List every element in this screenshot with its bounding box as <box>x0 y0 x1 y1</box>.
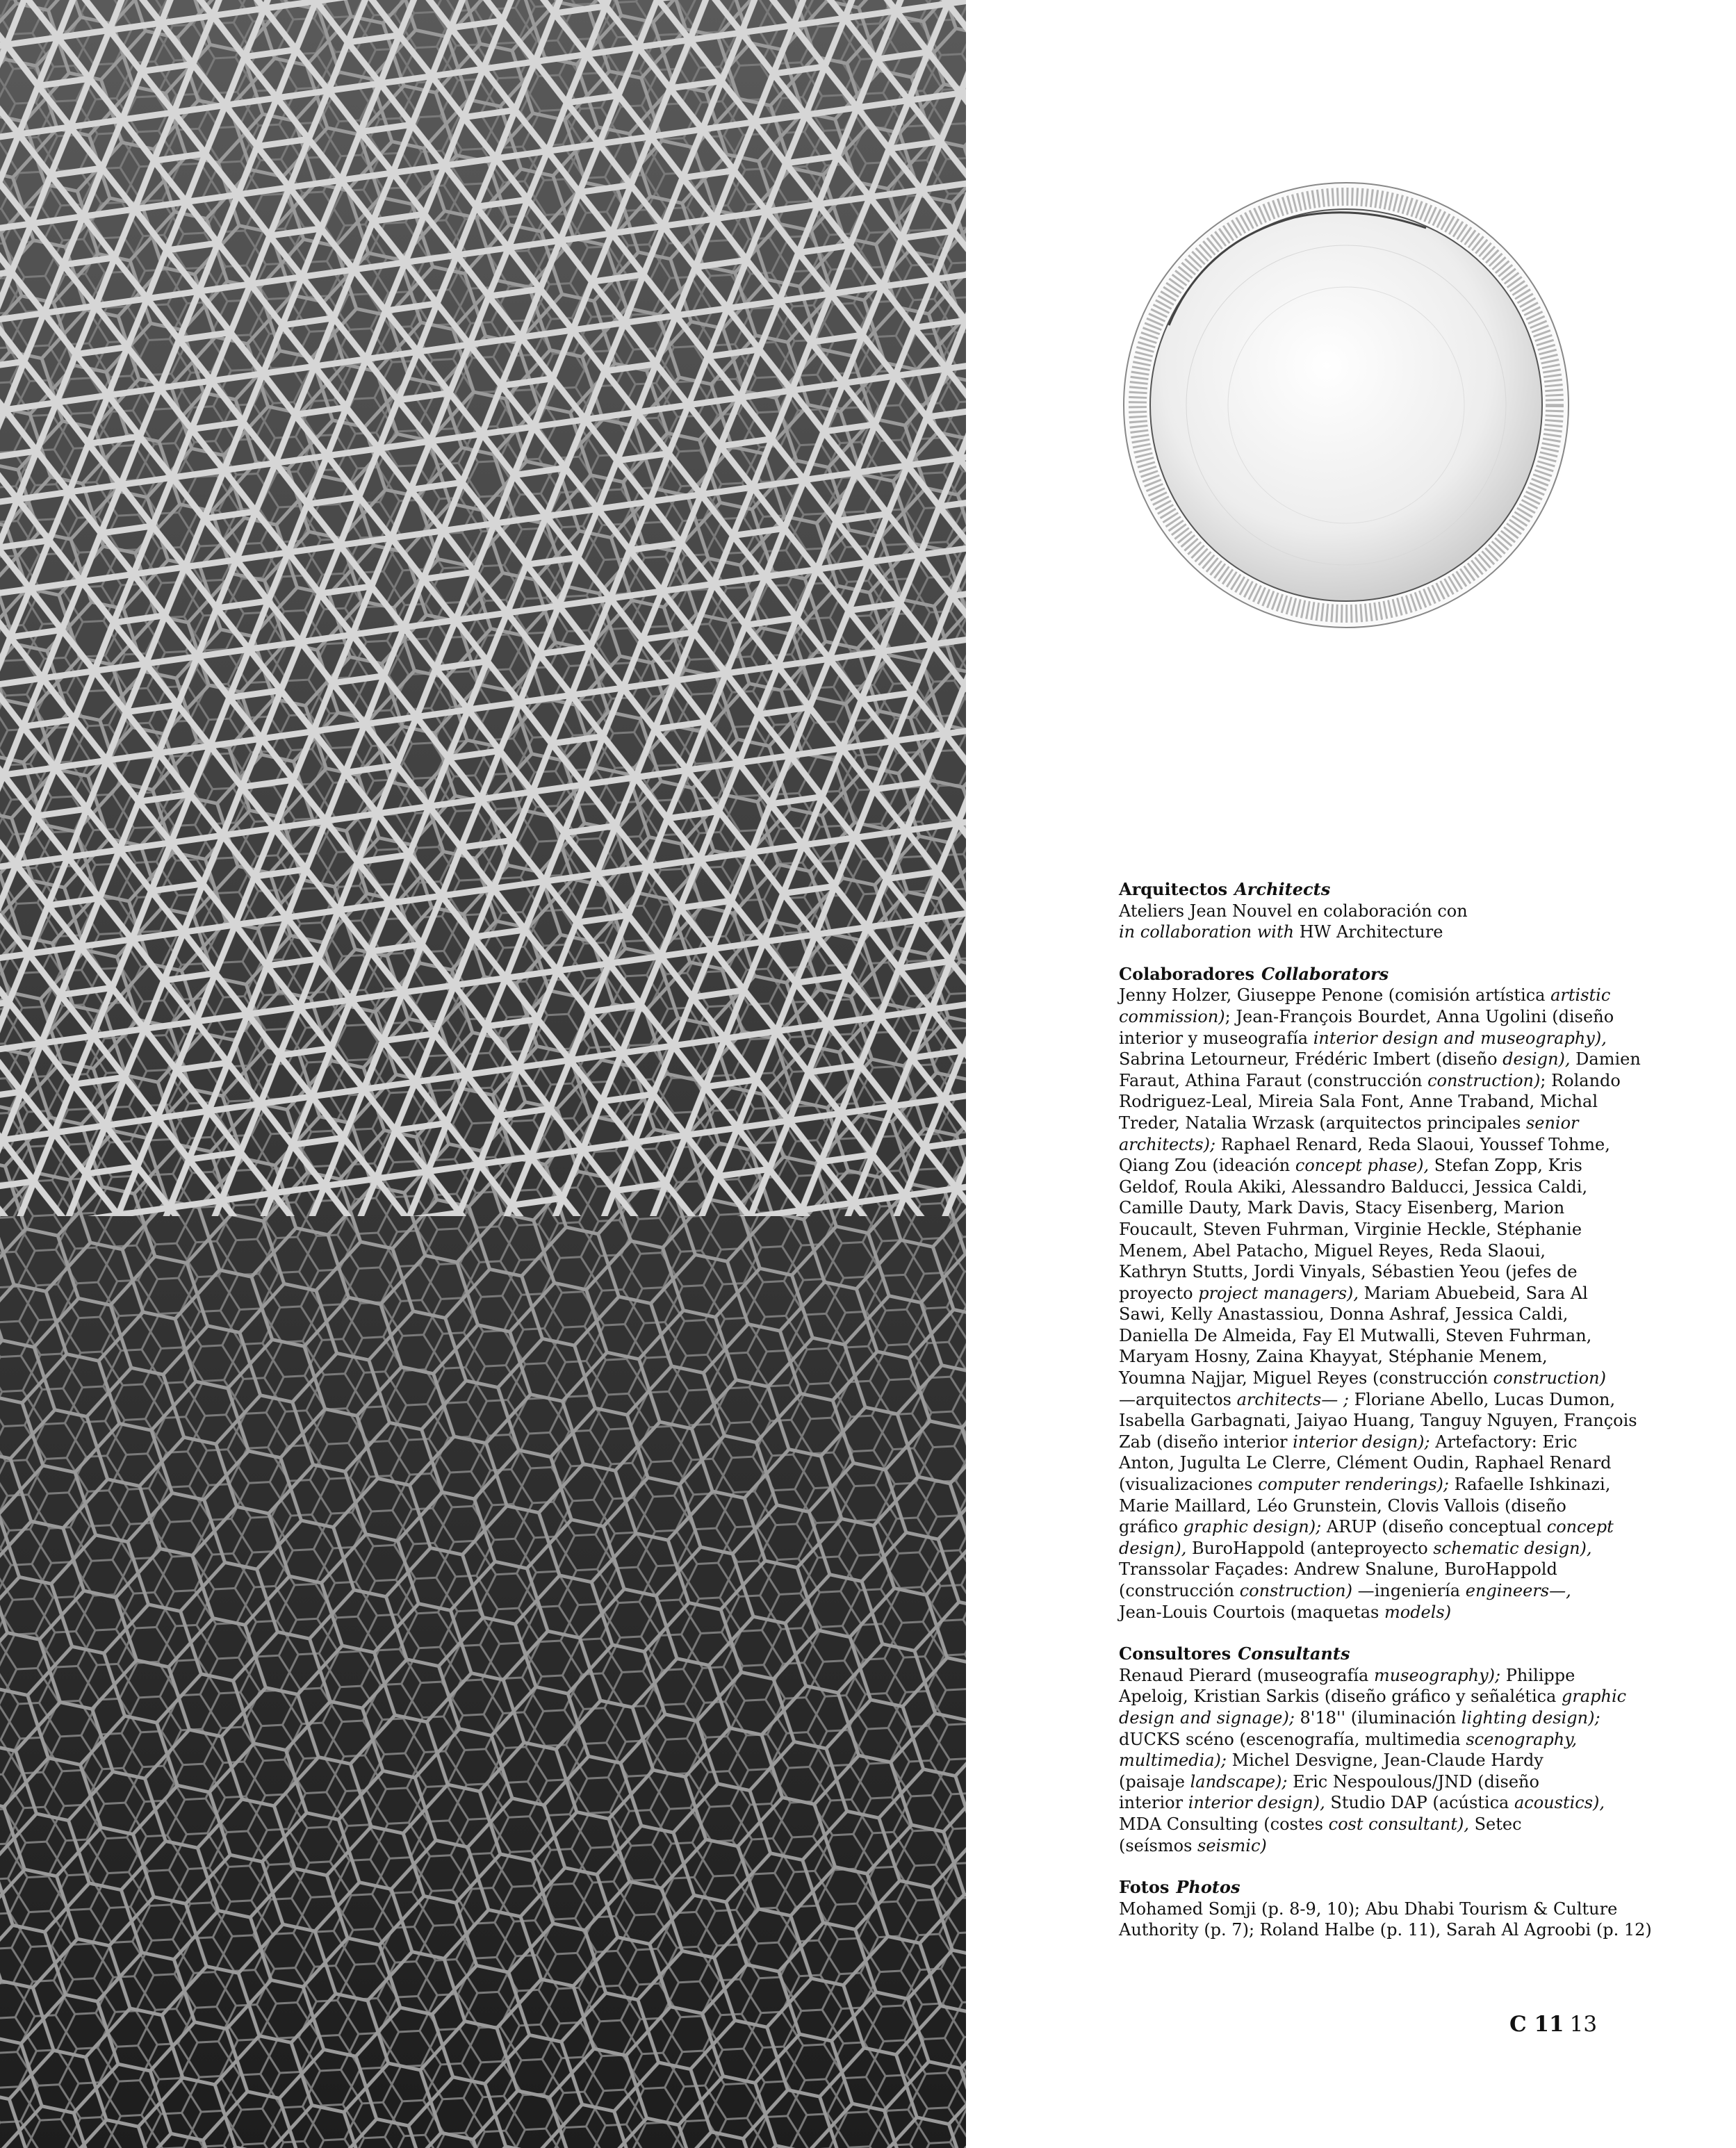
credit-text-en: concept <box>1546 1517 1614 1537</box>
credit-text: Daniella De Almeida, Fay El Mutwalli, Steven Fuhrman, <box>1119 1325 1592 1345</box>
section-heading-en: Collaborators <box>1261 963 1389 984</box>
credit-text-en: schematic design), <box>1433 1538 1592 1558</box>
credit-text: Sawi, Kelly Anastassiou, Donna Ashraf, Jessica Caldi, <box>1119 1304 1569 1325</box>
section-heading: Arquitectos <box>1119 879 1228 899</box>
architects-section <box>1119 879 1605 943</box>
credit-text-en: museography); <box>1373 1665 1501 1685</box>
credit-text: Treder, Natalia Wrzask (arquitectos principales <box>1119 1113 1526 1133</box>
credit-line <box>1119 1814 1605 1835</box>
credit-text: Sabrina Letourneur, Frédéric Imbert (diseño <box>1119 1049 1503 1069</box>
credit-text-en: acoustics), <box>1514 1793 1605 1813</box>
credit-line <box>1119 921 1605 943</box>
folio <box>1509 2012 1597 2037</box>
credit-line <box>1119 1389 1616 1411</box>
credit-line <box>1119 1134 1610 1156</box>
photos-section <box>1119 1877 1652 1941</box>
credit-text: MDA Consulting (costes <box>1119 1814 1329 1834</box>
credit-text-en: construction) <box>1427 1070 1541 1090</box>
credit-text: Youmna Najjar, Miguel Reyes (construcción <box>1119 1368 1493 1388</box>
credit-line <box>1119 1729 1605 1751</box>
credit-text-en: design and signage); <box>1119 1707 1295 1728</box>
credit-text-en: construction) <box>1239 1581 1352 1600</box>
credit-line <box>1119 1006 1614 1028</box>
credit-text-en: graphic <box>1562 1687 1627 1707</box>
credit-text: Apeloig, Kristian Sarkis (diseño gráfico y señalética <box>1119 1687 1562 1707</box>
credit-text: interior <box>1119 1793 1188 1813</box>
credit-line <box>1119 1707 1605 1729</box>
credit-text: 8'18'' (iluminación <box>1294 1707 1461 1728</box>
credit-text: Stefan Zopp, Kris <box>1429 1156 1582 1176</box>
credit-text: Renaud Pierard (museografía <box>1119 1665 1374 1685</box>
credit-text: Rafaelle Ishkinazi, <box>1449 1475 1611 1495</box>
credit-text-en: construction) <box>1493 1368 1606 1388</box>
credit-line <box>1119 1792 1605 1814</box>
page-number: 13 <box>1569 2012 1598 2037</box>
credit-line <box>1119 1283 1605 1304</box>
credit-text-en: cost consultant), <box>1328 1814 1469 1834</box>
credit-text-en: artistic <box>1550 985 1611 1006</box>
credit-text: Artefactory: Eric <box>1430 1432 1578 1452</box>
credit-text-en: concept phase), <box>1295 1156 1430 1176</box>
section-heading-en: Architects <box>1234 879 1331 899</box>
credit-line <box>1119 1155 1605 1177</box>
credit-line <box>1119 1919 1652 1941</box>
credit-line <box>1119 1410 1637 1432</box>
credit-text: interior y museografía <box>1119 1028 1313 1048</box>
credit-line <box>1119 1602 1605 1623</box>
credit-line <box>1119 1070 1621 1092</box>
credit-text: dUCKS scéno (escenografía, multimedia <box>1119 1729 1466 1749</box>
credit-text: Kathryn Stutts, Jordi Vinyals, Sébastien Yeou (jefes de <box>1119 1262 1578 1282</box>
credit-text: (paisaje <box>1119 1771 1190 1792</box>
credit-text-en: engineers—, <box>1465 1581 1571 1600</box>
credit-text: Michel Desvigne, Jean-Claude Hardy <box>1226 1751 1543 1771</box>
credit-text-en: interior design and museography), <box>1313 1028 1607 1048</box>
section-heading-en: Consultants <box>1238 1643 1350 1664</box>
credit-line <box>1119 1261 1605 1283</box>
credit-text: Mohamed Somji (p. 8-9, 10); Abu Dhabi Tourism & Culture <box>1119 1899 1618 1919</box>
credit-text: proyecto <box>1119 1283 1199 1303</box>
credit-text-en: lighting design); <box>1461 1707 1600 1728</box>
credit-text: Mariam Abuebeid, Sara Al <box>1359 1283 1588 1303</box>
credit-text: Geldof, Roula Akiki, Alessandro Balducci, Jessica Caldi, <box>1119 1177 1588 1197</box>
credit-text: Qiang Zou (ideación <box>1119 1156 1295 1176</box>
credit-text-en: scenography, <box>1466 1729 1578 1749</box>
credit-line <box>1119 1346 1605 1368</box>
credit-text: Foucault, Steven Fuhrman, Virginie Heckle, Stéphanie <box>1119 1219 1582 1239</box>
credit-text: HW Architecture <box>1294 922 1443 942</box>
credit-line <box>1119 1580 1605 1602</box>
credit-line <box>1119 1452 1612 1474</box>
credit-text: Rodriguez-Leal, Mireia Sala Font, Anne Traband, Michal <box>1119 1092 1598 1112</box>
credit-text: Philippe <box>1500 1665 1575 1685</box>
credit-line <box>1119 1049 1641 1070</box>
credit-text: Zab (diseño interior <box>1119 1432 1293 1452</box>
credit-line <box>1119 1771 1605 1793</box>
credit-text: Eric Nespoulous/JND (diseño <box>1287 1771 1539 1792</box>
credit-text-en: models) <box>1384 1602 1452 1622</box>
credit-text: Authority (p. 7); Roland Halbe (p. 11), Sarah Al Agroobi (p. 12) <box>1119 1920 1652 1940</box>
credit-line <box>1119 1559 1605 1580</box>
credit-line <box>1119 1665 1605 1687</box>
credit-line <box>1119 1091 1605 1113</box>
credit-text: Ateliers Jean Nouvel en colaboración con <box>1119 901 1468 921</box>
credit-text-en: multimedia); <box>1119 1751 1227 1771</box>
credit-line <box>1119 1197 1605 1219</box>
credit-text: (seísmos <box>1119 1835 1198 1855</box>
credit-line <box>1119 1686 1627 1707</box>
credit-text: ARUP (diseño conceptual <box>1321 1517 1547 1537</box>
credit-text-en: commission) <box>1119 1006 1225 1026</box>
credit-text-en: graphic design); <box>1183 1517 1322 1537</box>
credit-text: Isabella Garbagnati, Jaiyao Huang, Tanguy Nguyen, François <box>1119 1411 1637 1431</box>
credit-line <box>1119 985 1611 1006</box>
credit-text: Camille Dauty, Mark Davis, Stacy Eisenberg, Marion <box>1119 1198 1565 1218</box>
credit-line <box>1119 1240 1605 1262</box>
credit-text-en: interior design); <box>1293 1432 1430 1452</box>
credit-line <box>1119 1325 1605 1347</box>
section-heading: Fotos <box>1119 1877 1170 1898</box>
credit-text: Raphael Renard, Reda Slaoui, Youssef Tohme, <box>1215 1134 1610 1154</box>
credit-text: —ingeniería <box>1352 1581 1466 1600</box>
collaborators-section <box>1119 963 1641 1623</box>
credit-text: Jean-Louis Courtois (maquetas <box>1119 1602 1384 1622</box>
magazine-issue: C 11 <box>1509 2012 1564 2037</box>
credit-line <box>1119 1177 1605 1198</box>
credit-text-en: project managers), <box>1198 1283 1359 1303</box>
credit-line <box>1119 1028 1605 1049</box>
credit-text: (visualizaciones <box>1119 1475 1259 1495</box>
credit-text: —arquitectos <box>1119 1389 1237 1409</box>
credit-text-en: senior <box>1525 1113 1579 1133</box>
credit-text: Maryam Hosny, Zaina Khayyat, Stéphanie Menem, <box>1119 1347 1548 1367</box>
credit-text: Faraut, Athina Faraut (construcción <box>1119 1070 1428 1090</box>
dome-plan-drawing <box>1120 179 1572 631</box>
credit-line <box>1119 1113 1605 1134</box>
credit-line <box>1119 1304 1605 1325</box>
credit-text: Studio DAP (acústica <box>1325 1793 1514 1813</box>
credit-line <box>1119 1899 1618 1920</box>
credit-line <box>1119 1495 1605 1517</box>
credit-text: ; Rolando <box>1540 1070 1621 1090</box>
credit-text-en: landscape); <box>1190 1771 1288 1792</box>
credit-text-en: architects); <box>1119 1134 1216 1154</box>
credit-text-en: in collaboration with <box>1119 922 1295 942</box>
credit-text: gráfico <box>1119 1517 1184 1537</box>
credit-line <box>1119 1219 1605 1240</box>
credit-text-en: interior design), <box>1188 1793 1325 1813</box>
credit-text: Setec <box>1468 1814 1522 1834</box>
credit-text: Damien <box>1570 1049 1641 1069</box>
credit-line <box>1119 1516 1614 1538</box>
credit-text: Menem, Abel Patacho, Miguel Reyes, Reda Slaoui, <box>1119 1240 1546 1261</box>
credit-line <box>1119 1368 1605 1389</box>
credit-text: Marie Maillard, Léo Grunstein, Clovis Vallois (diseño <box>1119 1495 1566 1516</box>
credit-text: BuroHappold (anteproyecto <box>1186 1538 1434 1558</box>
credit-line <box>1119 1538 1605 1559</box>
credit-line <box>1119 1432 1605 1453</box>
credit-text-en: design), <box>1119 1538 1187 1558</box>
credit-line <box>1119 901 1605 922</box>
consultants-section <box>1119 1643 1627 1856</box>
credit-text-en: design), <box>1502 1049 1571 1069</box>
credit-text: Jenny Holzer, Giuseppe Penone (comisión artística <box>1119 985 1551 1006</box>
credit-text: ; Jean-François Bourdet, Anna Ugolini (diseño <box>1225 1006 1614 1026</box>
section-heading: Consultores <box>1119 1643 1231 1664</box>
credit-text: Anton, Jugulta Le Clerre, Clément Oudin, Raphael Renard <box>1119 1453 1612 1473</box>
credit-line <box>1119 1474 1611 1495</box>
credit-text-en: architects— ; <box>1236 1389 1349 1409</box>
section-heading: Colaboradores <box>1119 963 1254 984</box>
credit-text: (construcción <box>1119 1581 1240 1600</box>
section-heading-en: Photos <box>1176 1877 1240 1898</box>
credit-line <box>1119 1835 1605 1857</box>
credit-text: Transsolar Façades: Andrew Snalune, BuroHappold <box>1119 1559 1557 1580</box>
credit-text-en: computer renderings); <box>1258 1475 1450 1495</box>
credits-block <box>1119 879 1652 1962</box>
credit-text-en: seismic) <box>1197 1835 1267 1855</box>
credit-text: Floriane Abello, Lucas Dumon, <box>1348 1389 1616 1409</box>
credit-line <box>1119 1750 1605 1771</box>
